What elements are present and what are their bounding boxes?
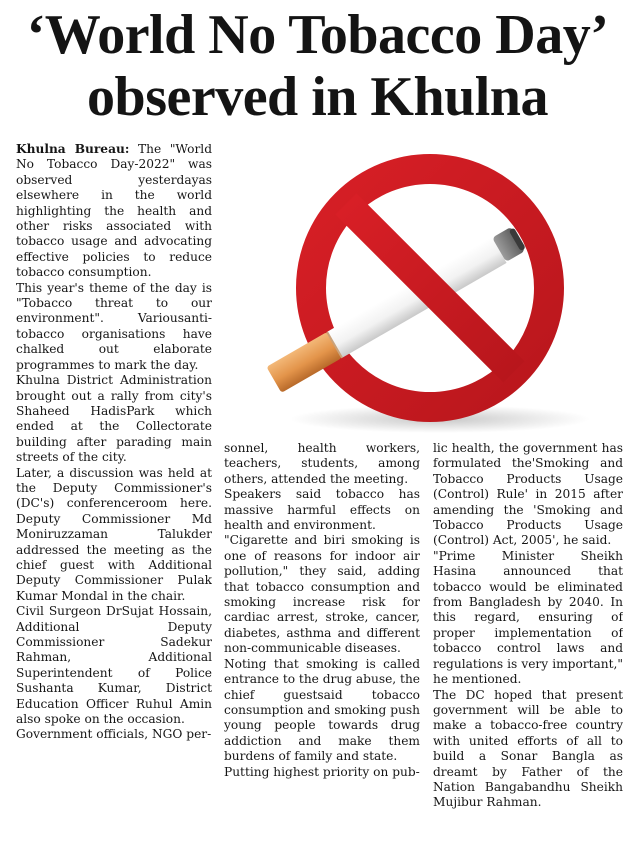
paragraph: "Cigarette and biri smoking is one of reasons for indoor air pollution," they said, adding that tobacco consumption and smoking increase risk for cardiac arrest, stroke, cancer, diabetes, asthma and different non-communicable diseases.	[224, 533, 420, 656]
paragraph: "Prime Minister Sheikh Hasina announced that tobacco would be eliminated from Bangladesh by 2040. In this regard, ensuring of proper implementation of tobacco control laws and regulations is very important," he mentioned.	[433, 548, 623, 687]
paragraph: The DC hoped that present government will be able to make a tobacco-free country with united efforts of all to build a Sonar Bangla as dreamt by Father of the Nation Bangabandhu Sheikh Mujibur Rahman.	[433, 687, 623, 810]
no-smoking-illustration	[222, 134, 626, 434]
paragraph: This year's theme of the day is "Tobacco threat to our environment". Variousanti-tobacco organisations have chalked out elaborate programmes to mark the day.	[16, 280, 212, 372]
article-column-1	[16, 142, 212, 854]
paragraph: Khulna District Administration brought out a rally from city's Shaheed HadisPark which ended at the Collectorate building after parading main streets of the city.	[16, 373, 212, 465]
cigarette-filter	[266, 332, 342, 393]
paragraph: Putting highest priority on pub-	[224, 764, 420, 779]
paragraph: sonnel, health workers, teachers, students, among others, attended the meeting.	[224, 441, 420, 486]
no-smoking-icon	[222, 134, 626, 434]
headline-line-2: observed in Khulna	[87, 66, 548, 128]
article-column-2	[224, 441, 420, 854]
paragraph: lic health, the government has formulated the'Smoking and Tobacco Products Usage (Control) Rule' in 2015 after amending the 'Smoking and Tobacco Products Usage (Control) Act, 2005', he said.	[433, 441, 623, 548]
paragraph	[16, 142, 212, 281]
prohibition-bar	[346, 204, 514, 372]
paragraph-text: The "World No Tobacco Day-2022" was observed yesterdayas elsewhere in the world highlighting the health and other risks associated with tobacco usage and advocating effective policies to reduce tobacco consumption.	[16, 142, 212, 280]
paragraph: Later, a discussion was held at the Deputy Commissioner's (DC's) conferenceroom here. Deputy Commissioner Md Moniruzzaman Talukder addressed the meeting as the chief guest with Additional Deputy Commissioner Pulak Kumar Mondal in the chair.	[16, 465, 212, 603]
paragraph: Government officials, NGO per-	[16, 727, 212, 742]
paragraph: Speakers said tobacco has massive harmful effects on health and environment.	[224, 487, 420, 533]
paragraph: Civil Surgeon DrSujat Hossain, Additional Deputy Commissioner Sadekur Rahman, Additional Superintendent of Police Sushanta Kumar, District Education Officer Ruhul Amin also spoke on the occasion.	[16, 604, 212, 727]
paragraph: Noting that smoking is called entrance to the drug abuse, the chief guestsaid tobacco consumption and smoking push young people towards drug addiction and make them burdens of family and state.	[224, 656, 420, 764]
article-column-3	[433, 441, 623, 854]
headline	[0, 4, 635, 128]
headline-line-1: ‘World No Tobacco Day’	[26, 4, 609, 66]
dateline: Khulna Bureau:	[16, 142, 130, 156]
